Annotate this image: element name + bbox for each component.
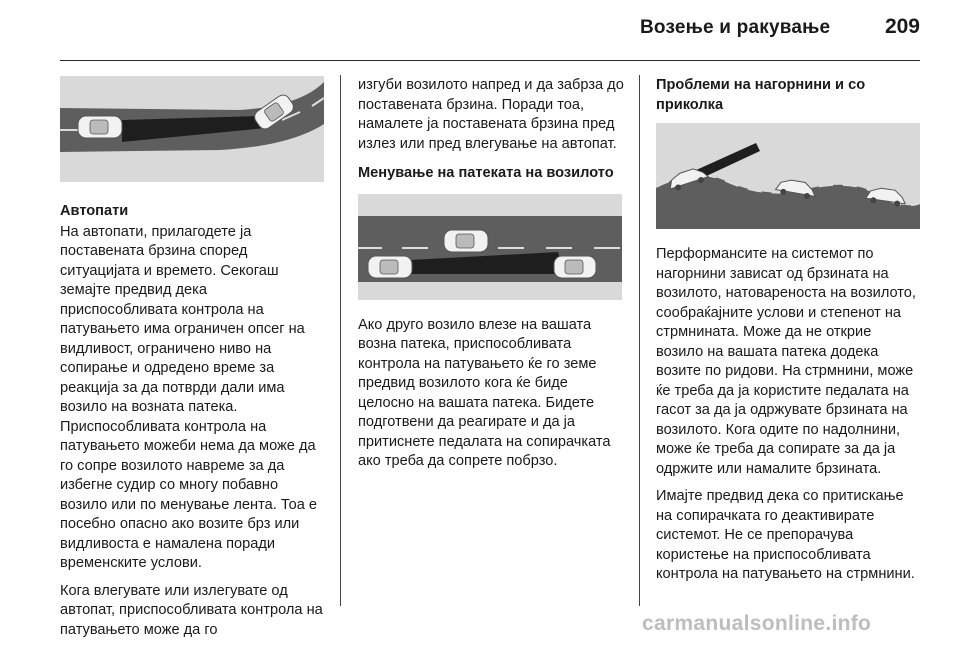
left-column [60, 76, 328, 648]
paragraph: Кога влегувате или излегувате од автопат, приспособливата контрола на патувањето може да го [60, 582, 323, 638]
car-icon [554, 256, 596, 278]
paragraph: Перформансите на системот по нагорнини зависат од брзината на возилото, натовареноста на возилото, сообраќајните услови и степенот на стрмнината. Може да не открие возило на вашата патека додека возите по ридови. На стрмнини, може ќе треба да ја користите педалата на гасот за да ја одржувате брзината на возилото. Кога одите по надолнини, може ќе треба да сопирате за да ја одржите или намалите брзината. [656, 246, 916, 477]
section-heading: Автопати [60, 203, 129, 219]
paragraph: Ако друго возило влезе на вашата возна патека, приспособливата контрола на патувањето ќе го земе предвид возилото кога ќе биде целосно на вашата патека. Бидете подготвени да реагирате и да ја притиснете педалата на сопирачката ако треба да сопрете побрзо. [358, 316, 611, 469]
car-icon [368, 256, 412, 278]
column-divider-1 [340, 75, 341, 606]
car-icon [78, 116, 122, 138]
paragraph: На автопати, прилагодете ја поставената брзина според ситуацијата и времето. Секогаш земајте предвид дека приспособливата контрола на патувањето има ограничен опсег на видливост, ограничено ниво на сопирање и одредено време за реакција за да потврди дали има возило на возната патека. Приспособливата контрола на патувањето можеби нема да може да го сопре возилото навреме за да избегне судир со многу побавно возило или по менување лента. Тоа е посебно опасно ако возите брз или видливоста е намалена поради временските услови. [60, 223, 318, 571]
column-divider-2 [639, 75, 640, 606]
header-title: Возење и ракување [640, 17, 831, 38]
paragraph: изгуби возилото напред и да забрза до поставената брзина. Поради тоа, намалете ја поставената брзина пред излез или пред влегување на автопат. [358, 77, 624, 152]
paragraph: Имајте предвид дека со притискање на сопирачката го деактивирате системот. Не се препорачува користење на приспособливата контрола на патувањето на стрмнини. [656, 488, 915, 582]
watermark: carmanualsonline.info [642, 612, 872, 635]
highway-curve-illustration [60, 76, 324, 182]
page-number: 209 [884, 15, 920, 38]
lane-change-drawing [358, 194, 622, 300]
car-icon [444, 230, 488, 252]
section-heading: Менување на патеката на возилото [358, 165, 614, 181]
highway-curve-drawing [60, 76, 324, 182]
middle-column [358, 76, 626, 480]
section-heading: Проблеми на нагорнини и со приколка [656, 77, 866, 113]
hill-illustration [656, 123, 920, 229]
header-rule [60, 60, 920, 61]
right-column [656, 76, 922, 593]
lane-change-illustration [358, 194, 622, 300]
hill-drawing [656, 123, 920, 229]
